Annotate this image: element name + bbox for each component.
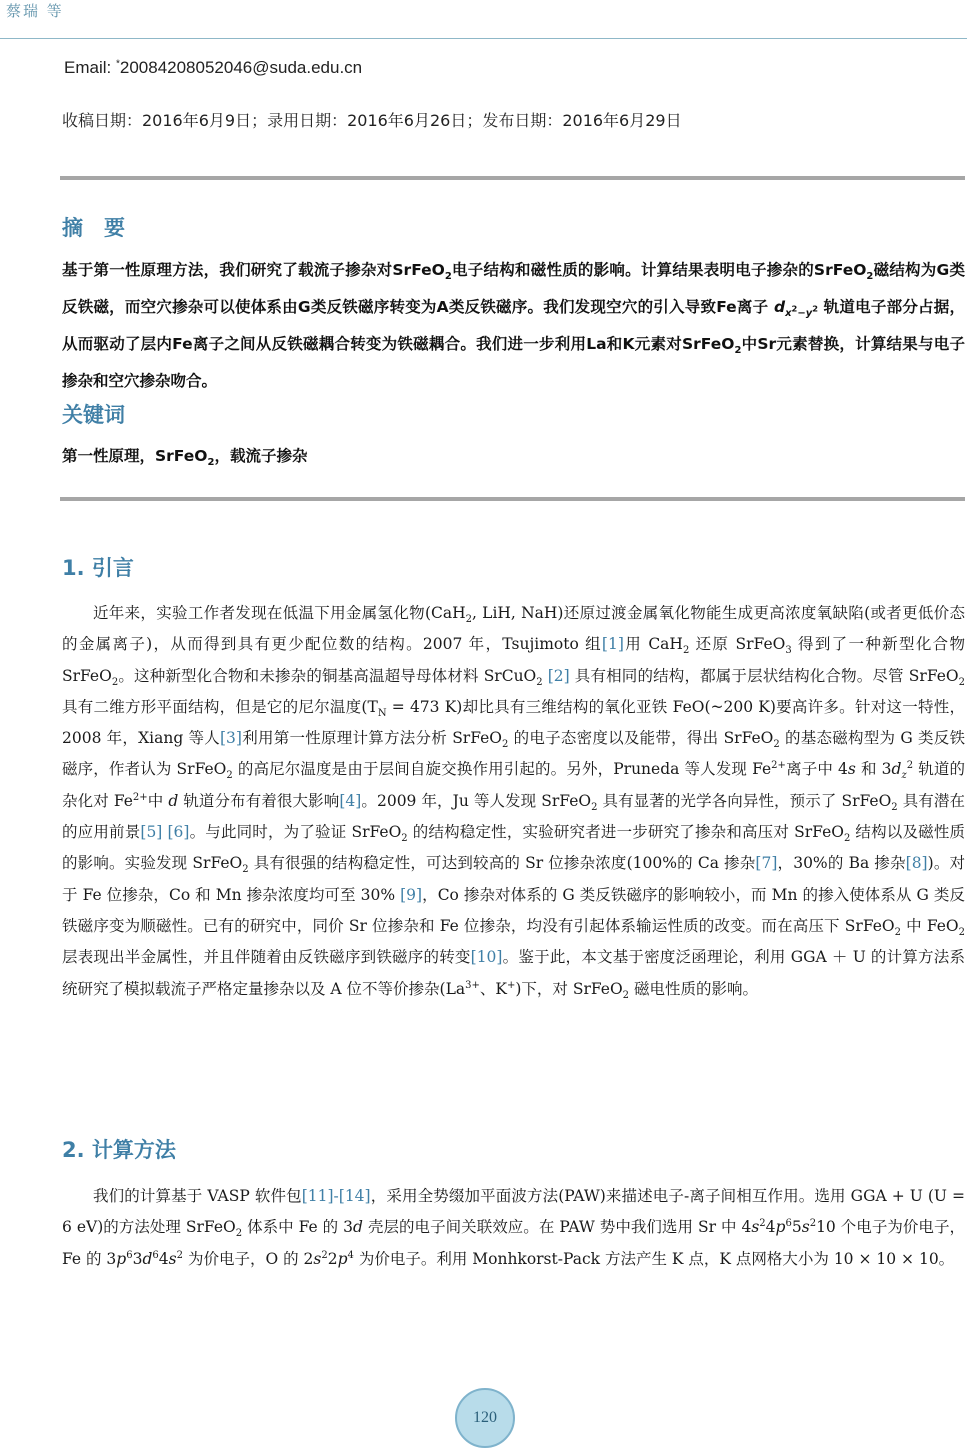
page-number-badge	[455, 1388, 515, 1448]
section-2-text: 我们的计算基于 VASP 软件包[11]-[14]，采用全势缀加平面波方法(PAW)来描述电子-离子间相互作用。选用 GGA + U (U = 6 eV)的方法处理 SrFeO$_2$ 体系中 Fe 的 3d 壳层的电子间关联效应。在 PAW 势中我们选用 Sr 中 $4s^24p^65s^210$ 个电子为价电子，Fe 的 $3p^63d^64s^2$ 为价电子，O 的 $2s^22p^4$ 为价电子。利用 Monhkorst-Pack 方法产生 K 点，K 点网格大小为 10 × 10 × 10。	[62, 1187, 965, 1268]
abstract-heading: 摘 要	[62, 216, 125, 240]
page-number: 120	[473, 1409, 497, 1426]
section-1-text: 近年来，实验工作者发现在低温下用金属氢化物(CaH$_2$, LiH, NaH)还原过渡金属氧化物能生成更高浓度氧缺陷(或者更低价态的金属离子)，从而得到具有更少配位数的结构。2007 年，Tsujimoto 组[1]用 CaH$_2$ 还原 SrFeO$_3$ 得到了一种新型化合物 SrFeO$_2$。这种新型化合物和未掺杂的铜基高温超导母体材料 SrCuO$_2$ [2] 具有相同的结构，都属于层状结构化合物。尽管 SrFeO$_2$ 具有二维方形平面结构，但是它的尼尔温度($T_N = 473$ K)却比具有三维结构的氧化亚铁 FeO(~200 K)要高许多。针对这一特性，2008 年，Xiang 等人[3]利用第一性原理计算方法分析 SrFeO$_2$ 的电子态密度以及能带，得出 SrFeO$_2$ 的基态磁构型为 G 类反铁磁序，作者认为 SrFeO$_2$ 的高尼尔温度是由于层间自旋交换作用引起的。另外，Pruneda 等人发现 $Fe^{2+}$离子中 4s 和 $3d_z^2$ 轨道的杂化对 $Fe^{2+}$中 d 轨道分布有着很大影响[4]。2009 年，Ju 等人发现 SrFeO$_2$ 具有显著的光学各向异性，预示了 SrFeO$_2$ 具有潜在的应用前景[5] [6]。与此同时，为了验证 SrFeO$_2$ 的结构稳定性，实验研究者进一步研究了掺杂和高压对 SrFeO$_2$ 结构以及磁性质的影响。实验发现 SrFeO$_2$ 具有很强的结构稳定性，可达到较高的 Sr 位掺杂浓度(100%的 Ca 掺杂[7]，30%的 Ba 掺杂[8])。对于 Fe 位掺杂，Co 和 Mn 掺杂浓度均可至 30% [9]，Co 掺杂对体系的 G 类反铁磁序的影响较小，而 Mn 的掺入使体系从 G 类反铁磁序变为顺磁性。已有的研究中，同价 Sr 位掺杂和 Fe 位掺杂，均没有引起体系输运性质的改变。而在高压下 SrFeO$_2$ 中 FeO$_2$ 层表现出半金属性，并且伴随着由反铁磁序到铁磁序的转变[10]。鉴于此，本文基于密度泛函理论，利用 GGA ＋ U 的计算方法系统研究了模拟载流子严格定量掺杂以及 A 位不等价掺杂($La^{3+}$、K+)下，对 SrFeO$_2$ 磁电性质的影响。	[62, 604, 966, 1001]
header-rule	[0, 38, 967, 39]
running-head: 蔡瑞 等	[6, 2, 64, 20]
publication-dates: 收稿日期：2016年6月9日；录用日期：2016年6月26日；发布日期：2016年6月29日	[62, 111, 682, 130]
email-address: 20084208052046@suda.edu.cn	[119, 58, 363, 77]
abstract-text: 基于第一性原理方法，我们研究了载流子掺杂对SrFeO$_2$电子结构和磁性质的影响。计算结果表明电子掺杂的SrFeO$_2$磁结构为G类反铁磁，而空穴掺杂可以使体系由G类反铁磁序转变为A类反铁磁序。我们发现空穴的引入导致Fe离子 $d_{x^2-y^2}$ 轨道电子部分占据，从而驱动了层内Fe离子之间从反铁磁耦合转变为铁磁耦合。我们进一步利用La和K元素对SrFeO$_2$中Sr元素替换，计算结果与电子掺杂和空穴掺杂吻合。	[62, 261, 966, 391]
author-email	[64, 58, 362, 78]
email-prefix: Email:	[64, 58, 116, 77]
keywords-text: 第一性原理，SrFeO$_2$，载流子掺杂	[62, 447, 308, 469]
section-1-heading: 1. 引言	[62, 556, 134, 580]
keywords-heading: 关键词	[62, 403, 125, 427]
abstract-top-rule	[60, 176, 965, 180]
corresponding-mark: *	[115, 58, 120, 70]
keywords-bottom-rule	[60, 497, 965, 501]
section-2-heading: 2. 计算方法	[62, 1138, 176, 1162]
